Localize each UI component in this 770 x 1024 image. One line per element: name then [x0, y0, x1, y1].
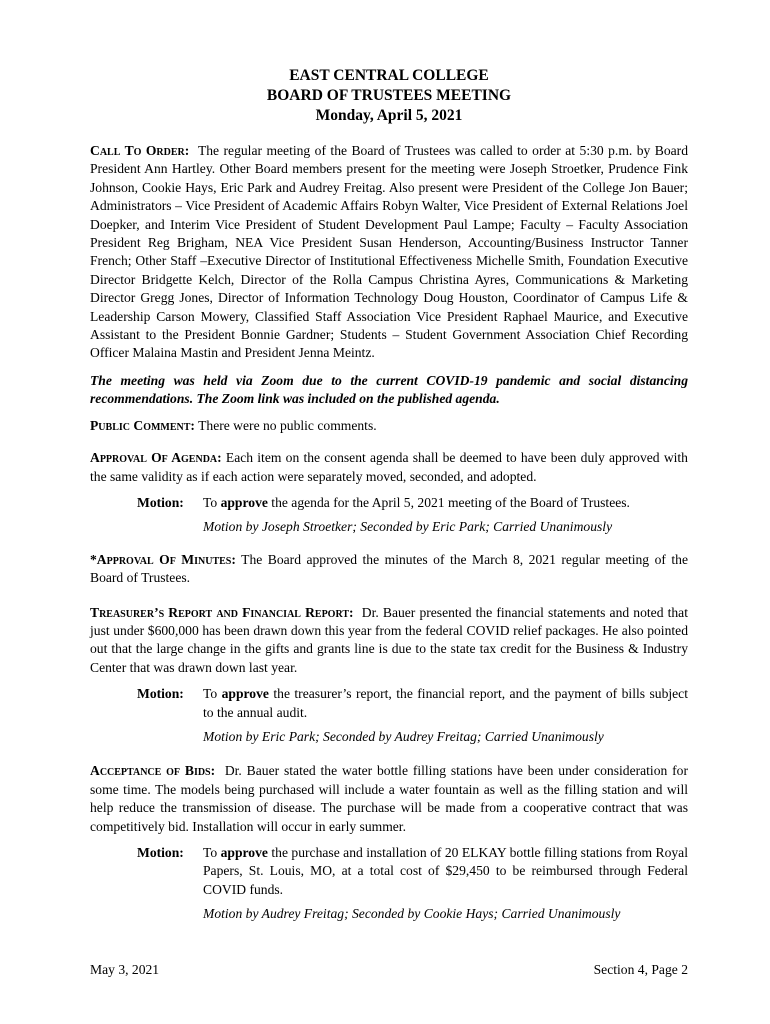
treasurer-motion-by: Motion by Eric Park; Seconded by Audrey Freitag; Carried Unanimously — [203, 728, 604, 744]
motion-label: Motion: — [137, 845, 184, 860]
motion-prefix: To — [203, 494, 221, 510]
motion-verb: approve — [220, 845, 268, 860]
meeting-name: BOARD OF TRUSTEES MEETING — [266, 87, 512, 104]
public-comment-heading: Public Comment: — [90, 417, 195, 433]
motion-body: the purchase and installation of 20 ELKAY bottle filling stations from Royal Papers, St. Louis, MO, at a total cost of $29,450 to be reimbursed through Federal COVID funds. — [203, 845, 688, 897]
page-footer — [90, 962, 688, 978]
bids-text: Dr. Bauer stated the water bottle filling stations have been under consideration for some time. The models being purchased will include a water fountain as well as the filling station and will help reduce the transmission of disease. The purchase will be made from a cooperative contract that was competitively bid. Installation will occur in early summer. — [90, 763, 688, 834]
agenda-motion — [90, 494, 688, 512]
motion-verb: approve — [220, 494, 268, 510]
motion-prefix: To — [203, 845, 221, 860]
approval-minutes-text: The Board approved the minutes of the March 8, 2021 regular meeting of the Board of Trustees. — [90, 551, 689, 586]
bids-paragraph — [90, 762, 688, 836]
zoom-note: The meeting was held via Zoom due to the current COVID-19 pandemic and social distancing recommendations. The Zoom link was included on the published agenda. — [90, 372, 688, 407]
motion-body: the treasurer’s report, the financial report, and the payment of bills subject to the annual audit. — [203, 686, 688, 720]
college-name: EAST CENTRAL COLLEGE — [289, 67, 489, 84]
document-title — [90, 66, 688, 126]
approval-agenda-heading: Approval Of Agenda: — [90, 450, 222, 466]
bids-motion — [90, 844, 688, 899]
approval-minutes-heading: *Approval Of Minutes: — [90, 551, 236, 567]
treasurer-paragraph — [90, 604, 688, 678]
call-to-order-heading: Call To Order: — [90, 143, 190, 158]
approval-minutes-paragraph — [90, 551, 688, 588]
footer-date: May 3, 2021 — [90, 962, 160, 977]
motion-text — [203, 685, 688, 722]
motion-prefix: To — [203, 686, 222, 702]
treasurer-text: Dr. Bauer presented the financial statements and noted that just under $600,000 has been drawn down this year from the federal COVID relief packages. He also pointed out that the large change in the gifts and grants line is due to the state tax credit for the Business & Industry Center that was drawn down last year. — [90, 604, 688, 675]
approval-agenda-text: Each item on the consent agenda shall be deemed to have been duly approved with the same validity as if each action were separately moved, seconded, and adopted. — [90, 450, 688, 484]
bids-heading: Acceptance of Bids: — [90, 763, 216, 779]
motion-text — [203, 494, 688, 512]
motion-verb: approve — [221, 686, 269, 702]
agenda-motion-by: Motion by Joseph Stroetker; Seconded by Eric Park; Carried Unanimously — [203, 519, 613, 535]
document-page — [90, 66, 688, 924]
motion-label: Motion: — [137, 686, 184, 702]
meeting-date: Monday, April 5, 2021 — [315, 107, 463, 124]
footer-page-number: Section 4, Page 2 — [593, 962, 688, 977]
public-comment-paragraph — [90, 417, 688, 435]
treasurer-heading: Treasurer’s Report and Financial Report: — [90, 604, 354, 620]
call-to-order-text: The regular meeting of the Board of Trustees was called to order at 5:30 p.m. by Board President Ann Hartley. Other Board members present for the meeting were Joseph Stroetker, Prudence Fink Johnson, Cookie Hays, Eric Park and Audrey Freitag. Also present were President of the College Jon Bauer; Administrators – Vice President of Academic Affairs Robyn Walter, Vice President of External Relations Joel Doepker, and Interim Vice President of Student Development Paul Lampe; Faculty – Faculty Association President Reg Brigham, NEA Vice President Susan Henderson, Accounting/Business Instructor Tanner French; Other Staff –Executive Director of Institutional Effectiveness Michelle Smith, Foundation Executive Director Bridgette Kelch, Director of the Rolla Campus Christina Ayres, Communications & Marketing Director Gregg Jones, Director of Information Technology Doug Houston, Coordinator of Campus Life & Leadership Carson Mowery, Classified Staff Association Vice President Raphael Maurice, and Executive Assistant to the President Bonnie Gardner; Students – Student Government Association Chief Recording Officer Malaina Mastin and President Jenna Meintz. — [90, 143, 688, 361]
motion-text — [203, 844, 688, 899]
treasurer-motion — [90, 685, 688, 722]
motion-body: the agenda for the April 5, 2021 meeting of the Board of Trustees. — [267, 494, 630, 510]
public-comment-text: There were no public comments. — [198, 417, 377, 433]
bids-motion-by: Motion by Audrey Freitag; Seconded by Cookie Hays; Carried Unanimously — [203, 906, 621, 922]
approval-agenda-paragraph — [90, 449, 688, 486]
call-to-order-paragraph — [90, 142, 688, 363]
motion-label: Motion: — [137, 494, 184, 510]
